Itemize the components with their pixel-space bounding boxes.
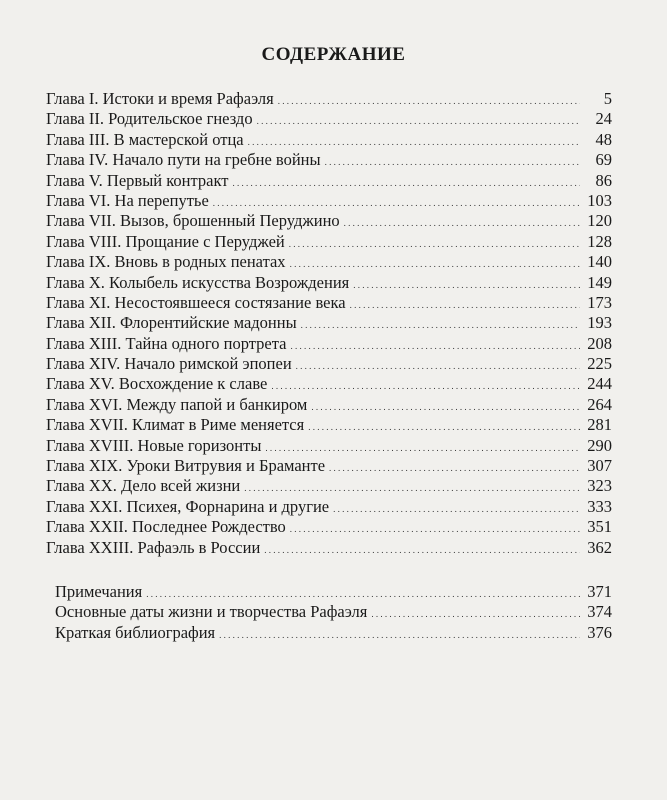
toc-entry xyxy=(46,476,612,496)
entry-title: Глава XXIII. Рафаэль в России xyxy=(46,537,261,557)
dot-leader xyxy=(371,602,580,624)
entry-title: Глава II. Родительское гнездо xyxy=(46,109,253,129)
dot-leader xyxy=(290,517,580,539)
page-number: 120 xyxy=(587,211,612,231)
toc-entry xyxy=(46,89,612,109)
toc-entry xyxy=(46,395,612,415)
page-number: 281 xyxy=(587,415,612,435)
toc-entry xyxy=(46,456,612,476)
dot-leader xyxy=(257,109,580,131)
page-number: 48 xyxy=(595,129,612,149)
toc-appendix-entry xyxy=(46,623,612,643)
toc-entry xyxy=(46,415,612,435)
dot-leader xyxy=(265,436,580,458)
toc-appendix-entry xyxy=(46,582,612,602)
appendix-list xyxy=(46,582,612,643)
toc-entry xyxy=(46,334,612,354)
toc-entry xyxy=(46,232,612,252)
dot-leader xyxy=(301,313,580,335)
toc-entry xyxy=(46,273,612,293)
entry-title: Глава VIII. Прощание с Перуджей xyxy=(46,231,285,251)
dot-leader xyxy=(248,130,580,152)
dot-leader xyxy=(350,293,580,315)
page-number: 149 xyxy=(587,272,612,292)
dot-leader xyxy=(289,232,580,254)
page-title: СОДЕРЖАНИЕ xyxy=(261,44,406,65)
dot-leader xyxy=(233,171,581,193)
dot-leader xyxy=(311,395,580,417)
toc-appendix-entry xyxy=(46,602,612,622)
dot-leader xyxy=(290,334,580,356)
dot-leader xyxy=(296,354,580,376)
toc-entry xyxy=(46,211,612,231)
page-number: 376 xyxy=(587,622,612,642)
dot-leader xyxy=(344,211,580,233)
toc-entry xyxy=(46,497,612,517)
dot-leader xyxy=(353,273,580,295)
toc-entry xyxy=(46,538,612,558)
dot-leader xyxy=(329,456,580,478)
dot-leader xyxy=(278,89,580,111)
page-number: 323 xyxy=(587,476,612,496)
entry-title: Глава V. Первый контракт xyxy=(46,170,229,190)
page-number: 362 xyxy=(587,537,612,557)
dot-leader xyxy=(271,374,580,396)
page-number: 193 xyxy=(587,313,612,333)
dot-leader xyxy=(146,582,580,604)
page-number: 290 xyxy=(587,435,612,455)
toc-entry xyxy=(46,354,612,374)
page-number: 333 xyxy=(587,496,612,516)
entry-title: Глава XXII. Последнее Рождество xyxy=(46,517,286,537)
entry-title: Глава X. Колыбель искусства Возрождения xyxy=(46,272,350,292)
entry-title: Глава XII. Флорентийские мадонны xyxy=(46,313,297,333)
dot-leader xyxy=(333,497,580,519)
toc-entry xyxy=(46,191,612,211)
entry-title: Глава IV. Начало пути на гребне войны xyxy=(46,150,321,170)
entry-title: Глава VI. На перепутье xyxy=(46,190,209,210)
dot-leader xyxy=(213,191,580,213)
entry-title: Глава XVII. Климат в Риме меняется xyxy=(46,415,305,435)
page-number: 173 xyxy=(587,292,612,312)
entry-title: Глава III. В мастерской отца xyxy=(46,129,244,149)
chapter-list xyxy=(46,89,612,558)
toc-entry xyxy=(46,517,612,537)
entry-title: Глава XX. Дело всей жизни xyxy=(46,476,241,496)
entry-title: Глава XVIII. Новые горизонты xyxy=(46,435,262,455)
toc-entry xyxy=(46,150,612,170)
toc-entry xyxy=(46,130,612,150)
page-number: 24 xyxy=(595,109,612,129)
toc-entry xyxy=(46,313,612,333)
page-number: 374 xyxy=(587,602,612,622)
dot-leader xyxy=(219,623,580,645)
page-number: 208 xyxy=(587,333,612,353)
page-number: 244 xyxy=(587,374,612,394)
toc-entry xyxy=(46,436,612,456)
page-number: 264 xyxy=(587,394,612,414)
entry-title: Глава VII. Вызов, брошенный Перуджино xyxy=(46,211,340,231)
entry-title: Примечания xyxy=(55,581,143,601)
entry-title: Глава XIII. Тайна одного портрета xyxy=(46,333,287,353)
toc-entry xyxy=(46,252,612,272)
page-number: 5 xyxy=(603,89,612,108)
entry-title: Глава IX. Вновь в родных пенатах xyxy=(46,252,286,272)
entry-title: Глава XIX. Уроки Витрувия и Браманте xyxy=(46,456,326,476)
entry-title: Основные даты жизни и творчества Рафаэля xyxy=(55,602,368,622)
entry-title: Глава XI. Несостоявшееся состязание века xyxy=(46,292,346,312)
toc-entry xyxy=(46,374,612,394)
section-gap xyxy=(46,558,612,582)
entry-title: Глава XVI. Между папой и банкиром xyxy=(46,394,308,414)
entry-title: Глава XXI. Психея, Форнарина и другие xyxy=(46,496,330,516)
page-number: 69 xyxy=(595,150,612,170)
toc-entry xyxy=(46,109,612,129)
toc-entry xyxy=(46,293,612,313)
dot-leader xyxy=(308,415,580,437)
page-number: 225 xyxy=(587,354,612,374)
dot-leader xyxy=(264,538,580,560)
page-number: 371 xyxy=(587,581,612,601)
dot-leader xyxy=(325,150,580,172)
page-number: 140 xyxy=(587,252,612,272)
table-of-contents xyxy=(46,89,612,643)
entry-title: Краткая библиография xyxy=(55,622,216,642)
page-number: 307 xyxy=(587,456,612,476)
toc-entry xyxy=(46,171,612,191)
page-number: 103 xyxy=(587,190,612,210)
page-number: 128 xyxy=(587,231,612,251)
entry-title: Глава XIV. Начало римской эпопеи xyxy=(46,354,292,374)
dot-leader xyxy=(290,252,580,274)
entry-title: Глава XV. Восхождение к славе xyxy=(46,374,268,394)
page-number: 351 xyxy=(587,517,612,537)
page-number: 86 xyxy=(595,170,612,190)
entry-title: Глава I. Истоки и время Рафаэля xyxy=(46,89,274,108)
dot-leader xyxy=(244,476,580,498)
